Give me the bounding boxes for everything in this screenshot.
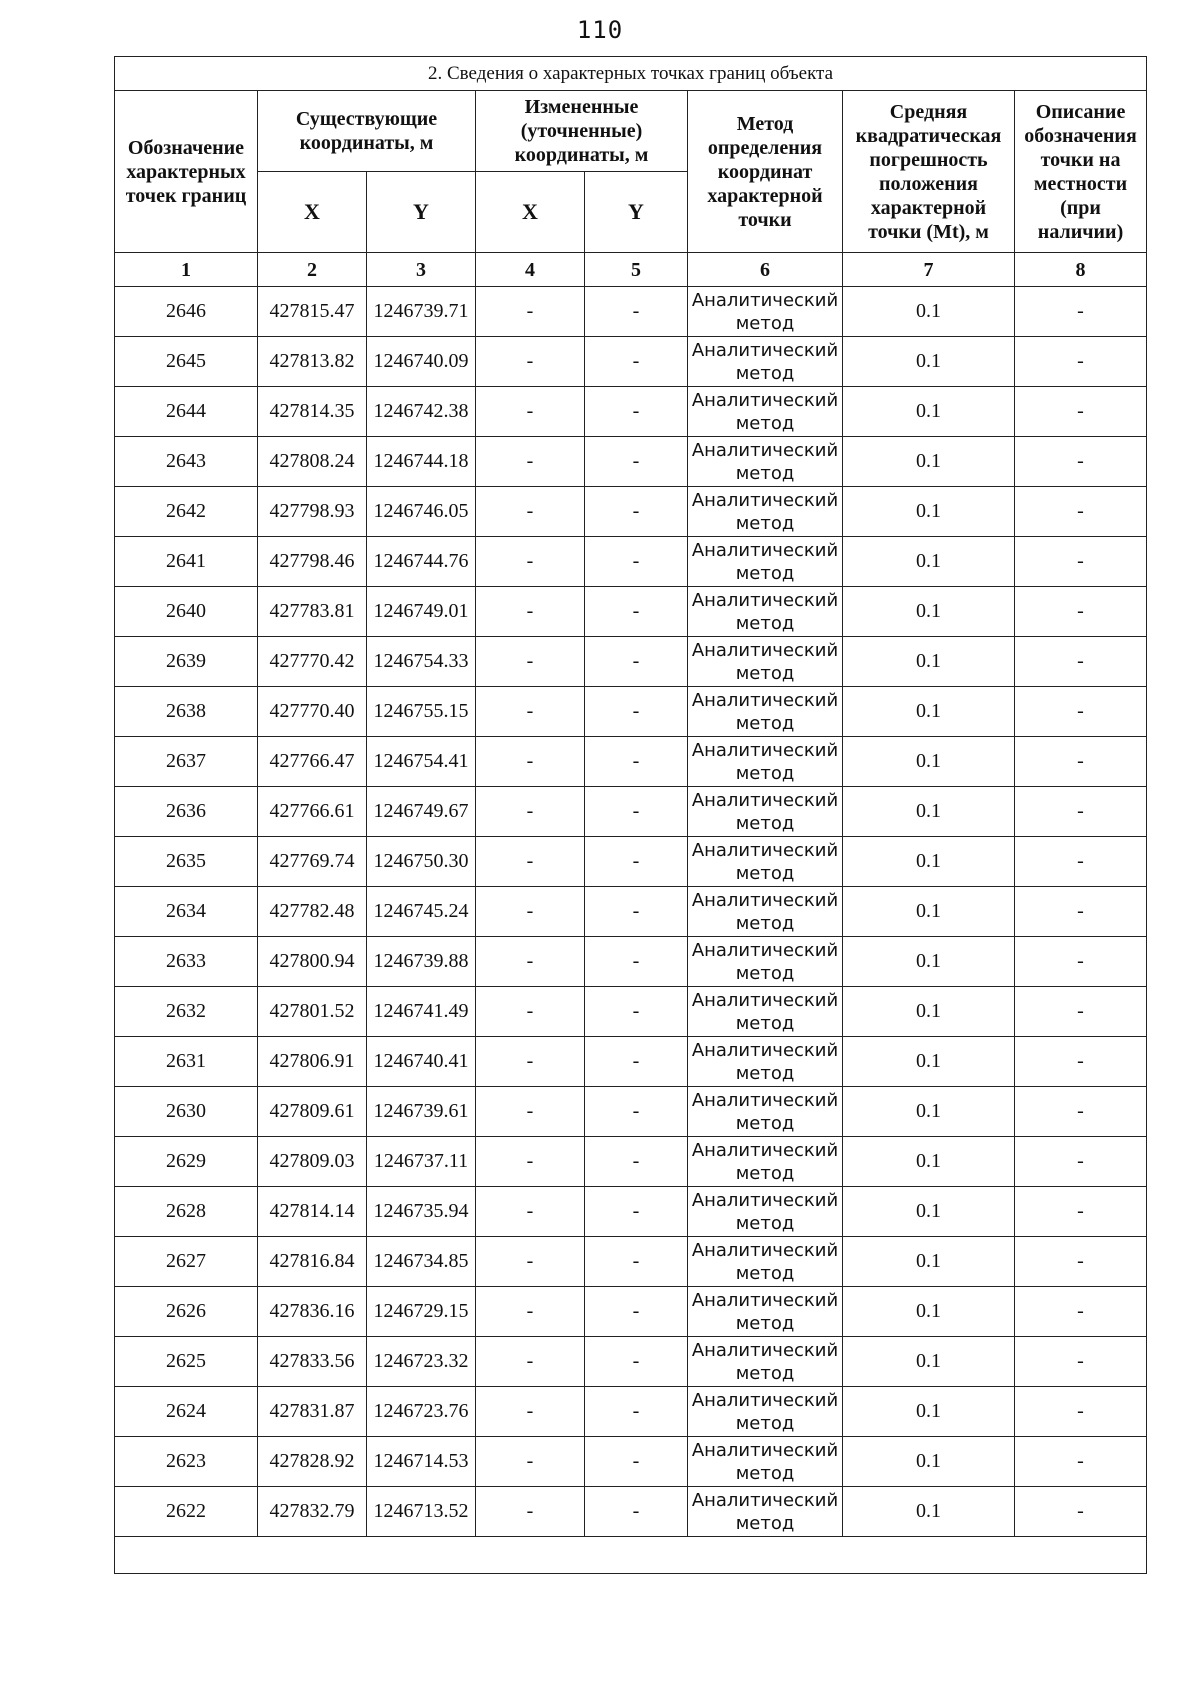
table-row [115, 1137, 1147, 1187]
table-row [115, 937, 1147, 987]
existing-y-cell: 1246723.76 [367, 1387, 476, 1437]
existing-y-cell: 1246746.05 [367, 487, 476, 537]
point-id-cell: 2630 [115, 1087, 258, 1137]
point-id-cell: 2646 [115, 287, 258, 337]
changed-y-cell: - [585, 1137, 688, 1187]
existing-x-cell: 427814.14 [258, 1187, 367, 1237]
section-title: 2. Сведения о характерных точках границ объекта [115, 57, 1147, 91]
changed-y-cell: - [585, 537, 688, 587]
existing-y-cell: 1246729.15 [367, 1287, 476, 1337]
changed-x-cell: - [476, 1187, 585, 1237]
column-number: 5 [585, 253, 688, 287]
method-cell: Аналитический метод [688, 387, 843, 437]
description-cell: - [1015, 887, 1147, 937]
point-id-cell: 2637 [115, 737, 258, 787]
existing-x-cell: 427816.84 [258, 1237, 367, 1287]
changed-y-cell: - [585, 1437, 688, 1487]
description-cell: - [1015, 487, 1147, 537]
table-row [115, 487, 1147, 537]
description-cell: - [1015, 1037, 1147, 1087]
mean-error-cell: 0.1 [843, 487, 1015, 537]
changed-x-cell: - [476, 787, 585, 837]
table-row [115, 637, 1147, 687]
changed-y-cell: - [585, 1187, 688, 1237]
description-cell: - [1015, 287, 1147, 337]
existing-y-cell: 1246713.52 [367, 1487, 476, 1537]
method-cell: Аналитический метод [688, 737, 843, 787]
existing-y-cell: 1246741.49 [367, 987, 476, 1037]
changed-x-cell: - [476, 937, 585, 987]
table-row [115, 1337, 1147, 1387]
table-row [115, 437, 1147, 487]
changed-x-cell: - [476, 1437, 585, 1487]
point-id-cell: 2629 [115, 1137, 258, 1187]
existing-x-cell: 427783.81 [258, 587, 367, 637]
changed-y-cell: - [585, 437, 688, 487]
method-cell: Аналитический метод [688, 1087, 843, 1137]
description-cell: - [1015, 937, 1147, 987]
description-cell: - [1015, 987, 1147, 1037]
mean-error-cell: 0.1 [843, 687, 1015, 737]
existing-y-cell: 1246740.09 [367, 337, 476, 387]
method-cell: Аналитический метод [688, 1187, 843, 1237]
description-cell: - [1015, 1187, 1147, 1237]
description-cell: - [1015, 787, 1147, 837]
mean-error-cell: 0.1 [843, 337, 1015, 387]
method-cell: Аналитический метод [688, 1437, 843, 1487]
existing-x-cell: 427813.82 [258, 337, 367, 387]
existing-y-cell: 1246737.11 [367, 1137, 476, 1187]
changed-x-cell: - [476, 1287, 585, 1337]
description-cell: - [1015, 1137, 1147, 1187]
changed-y-cell: - [585, 1387, 688, 1437]
existing-y-cell: 1246739.61 [367, 1087, 476, 1137]
point-id-cell: 2641 [115, 537, 258, 587]
table-row [115, 1237, 1147, 1287]
point-id-cell: 2636 [115, 787, 258, 837]
table-row [115, 387, 1147, 437]
method-cell: Аналитический метод [688, 1037, 843, 1087]
method-cell: Аналитический метод [688, 1287, 843, 1337]
existing-x-cell: 427770.42 [258, 637, 367, 687]
method-cell: Аналитический метод [688, 1237, 843, 1287]
column-number: 7 [843, 253, 1015, 287]
changed-x-cell: - [476, 537, 585, 587]
existing-x-cell: 427798.46 [258, 537, 367, 587]
point-id-cell: 2634 [115, 887, 258, 937]
description-cell: - [1015, 337, 1147, 387]
method-cell: Аналитический метод [688, 1137, 843, 1187]
existing-y-cell: 1246749.67 [367, 787, 476, 837]
method-cell: Аналитический метод [688, 837, 843, 887]
mean-error-cell: 0.1 [843, 787, 1015, 837]
changed-x-cell: - [476, 1487, 585, 1537]
mean-error-cell: 0.1 [843, 387, 1015, 437]
description-cell: - [1015, 1087, 1147, 1137]
method-cell: Аналитический метод [688, 887, 843, 937]
header-existing-coords: Существующие координаты, м [258, 91, 476, 172]
changed-y-cell: - [585, 787, 688, 837]
point-id-cell: 2628 [115, 1187, 258, 1237]
changed-x-cell: - [476, 687, 585, 737]
description-cell: - [1015, 1287, 1147, 1337]
changed-y-cell: - [585, 687, 688, 737]
changed-y-cell: - [585, 1487, 688, 1537]
existing-y-cell: 1246734.85 [367, 1237, 476, 1287]
changed-x-cell: - [476, 1137, 585, 1187]
mean-error-cell: 0.1 [843, 937, 1015, 987]
header-changed-coords: Измененные (уточненные) координаты, м [476, 91, 688, 172]
column-number: 2 [258, 253, 367, 287]
existing-y-cell: 1246739.71 [367, 287, 476, 337]
point-id-cell: 2633 [115, 937, 258, 987]
description-cell: - [1015, 587, 1147, 637]
description-cell: - [1015, 837, 1147, 887]
existing-y-cell: 1246714.53 [367, 1437, 476, 1487]
existing-x-cell: 427770.40 [258, 687, 367, 737]
header-method: Метод определения координат характерной точки [688, 91, 843, 253]
mean-error-cell: 0.1 [843, 287, 1015, 337]
empty-footer-row [115, 1537, 1147, 1574]
point-id-cell: 2626 [115, 1287, 258, 1337]
description-cell: - [1015, 687, 1147, 737]
existing-y-cell: 1246740.41 [367, 1037, 476, 1087]
changed-x-cell: - [476, 1337, 585, 1387]
description-cell: - [1015, 1437, 1147, 1487]
mean-error-cell: 0.1 [843, 1137, 1015, 1187]
changed-y-cell: - [585, 287, 688, 337]
changed-y-cell: - [585, 1337, 688, 1387]
existing-x-cell: 427766.61 [258, 787, 367, 837]
existing-x-cell: 427769.74 [258, 837, 367, 887]
description-cell: - [1015, 537, 1147, 587]
existing-x-cell: 427808.24 [258, 437, 367, 487]
header-description: Описание обозначения точки на местности (при наличии) [1015, 91, 1147, 253]
existing-y-cell: 1246744.76 [367, 537, 476, 587]
header-changed-y: Y [585, 172, 688, 253]
existing-y-cell: 1246739.88 [367, 937, 476, 987]
existing-y-cell: 1246750.30 [367, 837, 476, 887]
column-number: 8 [1015, 253, 1147, 287]
method-cell: Аналитический метод [688, 537, 843, 587]
changed-y-cell: - [585, 487, 688, 537]
point-id-cell: 2639 [115, 637, 258, 687]
method-cell: Аналитический метод [688, 687, 843, 737]
mean-error-cell: 0.1 [843, 1037, 1015, 1087]
existing-x-cell: 427814.35 [258, 387, 367, 437]
existing-x-cell: 427836.16 [258, 1287, 367, 1337]
existing-x-cell: 427801.52 [258, 987, 367, 1037]
table-row [115, 537, 1147, 587]
table-row [115, 587, 1147, 637]
point-id-cell: 2624 [115, 1387, 258, 1437]
point-id-cell: 2627 [115, 1237, 258, 1287]
description-cell: - [1015, 1387, 1147, 1437]
existing-y-cell: 1246742.38 [367, 387, 476, 437]
table-row [115, 887, 1147, 937]
point-id-cell: 2625 [115, 1337, 258, 1387]
point-id-cell: 2631 [115, 1037, 258, 1087]
method-cell: Аналитический метод [688, 1387, 843, 1437]
page-number: 110 [576, 16, 624, 44]
existing-x-cell: 427806.91 [258, 1037, 367, 1087]
description-cell: - [1015, 1237, 1147, 1287]
changed-y-cell: - [585, 1087, 688, 1137]
table-row [115, 1437, 1147, 1487]
table-row [115, 1387, 1147, 1437]
changed-x-cell: - [476, 1087, 585, 1137]
mean-error-cell: 0.1 [843, 1287, 1015, 1337]
existing-x-cell: 427815.47 [258, 287, 367, 337]
point-id-cell: 2635 [115, 837, 258, 887]
table-row [115, 1187, 1147, 1237]
header-existing-x: X [258, 172, 367, 253]
mean-error-cell: 0.1 [843, 1487, 1015, 1537]
existing-x-cell: 427782.48 [258, 887, 367, 937]
point-id-cell: 2642 [115, 487, 258, 537]
description-cell: - [1015, 387, 1147, 437]
changed-y-cell: - [585, 1287, 688, 1337]
existing-y-cell: 1246754.41 [367, 737, 476, 787]
changed-x-cell: - [476, 1037, 585, 1087]
column-number: 1 [115, 253, 258, 287]
point-id-cell: 2640 [115, 587, 258, 637]
table-body [115, 287, 1147, 1537]
column-number-row [115, 253, 1147, 287]
table-row [115, 987, 1147, 1037]
mean-error-cell: 0.1 [843, 1187, 1015, 1237]
existing-y-cell: 1246745.24 [367, 887, 476, 937]
changed-y-cell: - [585, 337, 688, 387]
column-number: 6 [688, 253, 843, 287]
method-cell: Аналитический метод [688, 987, 843, 1037]
table-row [115, 737, 1147, 787]
point-id-cell: 2622 [115, 1487, 258, 1537]
existing-x-cell: 427833.56 [258, 1337, 367, 1387]
changed-y-cell: - [585, 987, 688, 1037]
changed-x-cell: - [476, 337, 585, 387]
changed-y-cell: - [585, 737, 688, 787]
point-id-cell: 2643 [115, 437, 258, 487]
header-existing-y: Y [367, 172, 476, 253]
existing-y-cell: 1246735.94 [367, 1187, 476, 1237]
changed-x-cell: - [476, 387, 585, 437]
method-cell: Аналитический метод [688, 1487, 843, 1537]
table-row [115, 337, 1147, 387]
table-row [115, 1487, 1147, 1537]
method-cell: Аналитический метод [688, 437, 843, 487]
changed-y-cell: - [585, 387, 688, 437]
mean-error-cell: 0.1 [843, 1237, 1015, 1287]
point-id-cell: 2644 [115, 387, 258, 437]
method-cell: Аналитический метод [688, 637, 843, 687]
table-row [115, 1287, 1147, 1337]
changed-y-cell: - [585, 587, 688, 637]
existing-x-cell: 427831.87 [258, 1387, 367, 1437]
empty-footer-cell [115, 1537, 1147, 1574]
method-cell: Аналитический метод [688, 587, 843, 637]
existing-x-cell: 427828.92 [258, 1437, 367, 1487]
changed-y-cell: - [585, 1237, 688, 1287]
table-row [115, 837, 1147, 887]
changed-x-cell: - [476, 837, 585, 887]
mean-error-cell: 0.1 [843, 837, 1015, 887]
method-cell: Аналитический метод [688, 937, 843, 987]
mean-error-cell: 0.1 [843, 887, 1015, 937]
method-cell: Аналитический метод [688, 287, 843, 337]
existing-y-cell: 1246744.18 [367, 437, 476, 487]
header-changed-x: X [476, 172, 585, 253]
description-cell: - [1015, 1337, 1147, 1387]
changed-x-cell: - [476, 437, 585, 487]
existing-y-cell: 1246723.32 [367, 1337, 476, 1387]
column-number: 3 [367, 253, 476, 287]
point-id-cell: 2632 [115, 987, 258, 1037]
description-cell: - [1015, 737, 1147, 787]
method-cell: Аналитический метод [688, 337, 843, 387]
mean-error-cell: 0.1 [843, 987, 1015, 1037]
changed-y-cell: - [585, 937, 688, 987]
table-row [115, 787, 1147, 837]
changed-x-cell: - [476, 987, 585, 1037]
changed-y-cell: - [585, 637, 688, 687]
mean-error-cell: 0.1 [843, 1087, 1015, 1137]
mean-error-cell: 0.1 [843, 537, 1015, 587]
column-number: 4 [476, 253, 585, 287]
method-cell: Аналитический метод [688, 1337, 843, 1387]
method-cell: Аналитический метод [688, 787, 843, 837]
changed-x-cell: - [476, 1237, 585, 1287]
table-row [115, 1087, 1147, 1137]
table-row [115, 687, 1147, 737]
existing-x-cell: 427832.79 [258, 1487, 367, 1537]
mean-error-cell: 0.1 [843, 587, 1015, 637]
existing-x-cell: 427809.61 [258, 1087, 367, 1137]
mean-error-cell: 0.1 [843, 1437, 1015, 1487]
existing-x-cell: 427798.93 [258, 487, 367, 537]
existing-y-cell: 1246754.33 [367, 637, 476, 687]
changed-x-cell: - [476, 587, 585, 637]
point-id-cell: 2638 [115, 687, 258, 737]
changed-y-cell: - [585, 837, 688, 887]
changed-x-cell: - [476, 287, 585, 337]
mean-error-cell: 0.1 [843, 1387, 1015, 1437]
point-id-cell: 2623 [115, 1437, 258, 1487]
existing-x-cell: 427800.94 [258, 937, 367, 987]
changed-y-cell: - [585, 1037, 688, 1087]
changed-x-cell: - [476, 637, 585, 687]
method-cell: Аналитический метод [688, 487, 843, 537]
mean-error-cell: 0.1 [843, 437, 1015, 487]
changed-x-cell: - [476, 487, 585, 537]
description-cell: - [1015, 437, 1147, 487]
existing-x-cell: 427809.03 [258, 1137, 367, 1187]
mean-error-cell: 0.1 [843, 637, 1015, 687]
table-row [115, 287, 1147, 337]
changed-x-cell: - [476, 737, 585, 787]
mean-error-cell: 0.1 [843, 1337, 1015, 1387]
mean-error-cell: 0.1 [843, 737, 1015, 787]
changed-x-cell: - [476, 1387, 585, 1437]
existing-y-cell: 1246749.01 [367, 587, 476, 637]
description-cell: - [1015, 637, 1147, 687]
point-id-cell: 2645 [115, 337, 258, 387]
table-row [115, 1037, 1147, 1087]
description-cell: - [1015, 1487, 1147, 1537]
existing-y-cell: 1246755.15 [367, 687, 476, 737]
changed-y-cell: - [585, 887, 688, 937]
changed-x-cell: - [476, 887, 585, 937]
existing-x-cell: 427766.47 [258, 737, 367, 787]
header-point-designation: Обозначение характерных точек границ [115, 91, 258, 253]
header-mean-error: Средняя квадратическая погрешность положения характерной точки (Mt), м [843, 91, 1015, 253]
boundary-points-table [114, 56, 1147, 1574]
